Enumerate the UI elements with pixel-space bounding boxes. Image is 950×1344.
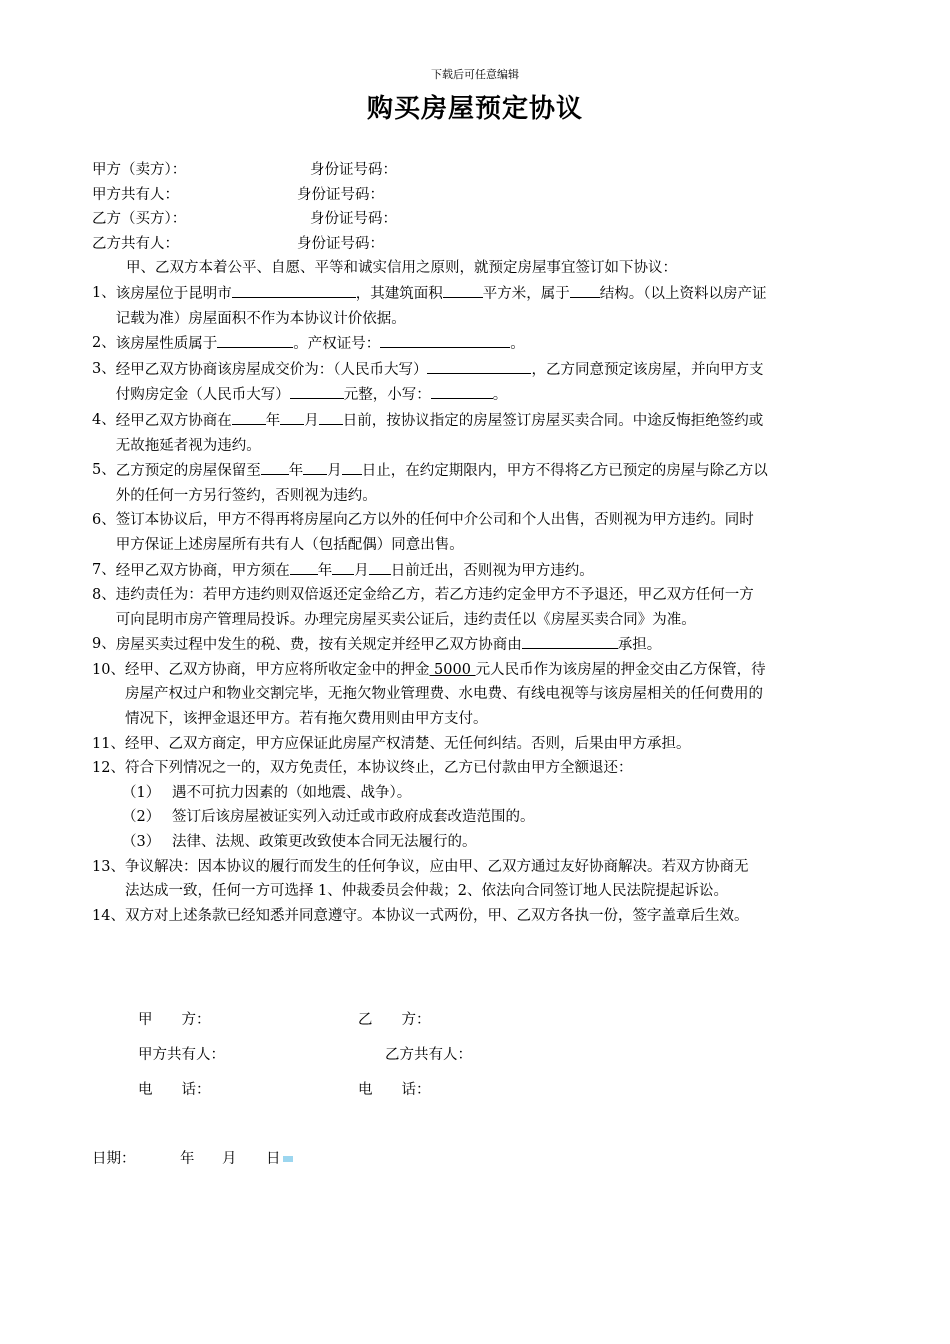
- party-buyer-coowner-id-label: 身份证号码：: [297, 235, 384, 252]
- clause-text: 月: [304, 412, 319, 429]
- clause-text: 房屋产权过户和物业交割完毕，无拖欠物业管理费、水电费、有线电视等与该房屋相关的任何费用的: [124, 686, 763, 703]
- clause-14: [92, 904, 862, 929]
- signature-party-b: 乙 方：: [358, 1012, 431, 1028]
- clause-text: 签订本协议后，甲方不得再将房屋向乙方以外的任何中介公司和个人出售，否则视为甲方违约。同时: [115, 512, 754, 529]
- clause-text: 承担。: [617, 637, 662, 654]
- sub-item-text: 法律、法规、政策更改致使本合同无法履行的。: [172, 834, 477, 851]
- clause-12-sub-2: [92, 805, 862, 830]
- sub-item-text: 签订后该房屋被证实列入动迁或市政府成套改造范围的。: [172, 809, 535, 826]
- clause-12-sub-1: [92, 781, 862, 806]
- clause-text: 外的任何一方另行签约，否则视为违约。: [115, 487, 377, 504]
- clause-text: 日止，在约定期限内，甲方不得将乙方已预定的房屋与除乙方以: [361, 463, 768, 480]
- clause-4: [92, 408, 862, 458]
- sub-item-number: （2）: [122, 809, 161, 826]
- blank-field: [290, 558, 318, 575]
- clause-text: 甲方保证上述房屋所有共有人（包括配偶）同意出售。: [115, 536, 464, 553]
- party-buyer-coowner-label: 乙方共有人：: [92, 235, 179, 252]
- clause-number: 4、: [92, 411, 116, 428]
- clause-text: 元整，小写：: [343, 387, 431, 404]
- clause-text: 可向昆明市房产管理局投诉。办理完房屋买卖公证后，违约责任以《房屋买卖合同》为准。: [115, 611, 696, 628]
- party-seller-id-label: 身份证号码：: [310, 162, 397, 178]
- clause-text: 乙方预定的房屋保留至: [115, 463, 261, 480]
- clause-number: 3、: [92, 360, 116, 377]
- clause-text: 双方对上述条款已经知悉并同意遵守。本协议一式两份，甲、乙双方各执一份，签字盖章后生效。: [124, 907, 749, 924]
- clause-text: 经甲、乙双方协商，甲方应将所收定金中的押金: [124, 661, 430, 678]
- clause-number: 13、: [92, 858, 125, 875]
- document-title: 购买房屋预定协议: [366, 94, 583, 124]
- blank-field: [332, 558, 354, 575]
- clause-text: 该房屋性质属于: [115, 336, 218, 353]
- clause-12-sub-3: [92, 830, 862, 855]
- blank-field: [232, 408, 266, 425]
- signature-party-a: 甲 方：: [138, 1012, 211, 1028]
- clause-number: 14、: [92, 907, 125, 924]
- clause-text: 符合下列情况之一的，双方免责任，本协议终止，乙方已付款由甲方全额退还：: [124, 760, 633, 777]
- clause-text: 。产权证号：: [293, 336, 381, 353]
- clause-text: 记载为准）房屋面积不作为本协议计价依据。: [115, 310, 406, 327]
- party-seller-label: 甲方（卖方）：: [92, 162, 187, 178]
- clause-7: [92, 558, 862, 584]
- signature-coowner-a: 甲方共有人：: [138, 1047, 225, 1063]
- clause-text: 平方米，属于: [482, 285, 570, 302]
- clause-text: 经甲、乙双方商定，甲方应保证此房屋产权清楚、无任何纠结。否则，后果由甲方承担。: [124, 735, 691, 752]
- party-buyer-coowner: [92, 232, 862, 257]
- clause-text: 日前，按协议指定的房屋签订房屋买卖合同。中途反悔拒绝签约或: [342, 412, 764, 429]
- clause-1: [92, 281, 862, 331]
- date-label: 日期：: [92, 1151, 136, 1167]
- clause-number: 6、: [92, 512, 116, 529]
- party-buyer-id-label: 身份证号码：: [310, 211, 397, 228]
- clause-text: 年: [265, 412, 281, 429]
- clause-text: 月: [354, 562, 369, 579]
- blank-field: [217, 331, 293, 348]
- clause-text: 。: [510, 336, 525, 353]
- clause-text: ，乙方同意预定该房屋，并向甲方支: [531, 361, 764, 378]
- blank-field: [570, 281, 600, 298]
- clause-text: 争议解决：因本协议的履行而发生的任何争议，应由甲、乙双方通过友好协商解决。若双方协商无: [124, 858, 749, 875]
- blank-field: [443, 281, 483, 298]
- clause-text: 法达成一致，任何一方可选择 1、仲裁委员会仲裁；2、依法向合同签订地人民法院提起诉讼。: [124, 883, 729, 900]
- blank-field: [427, 357, 531, 374]
- clause-text: 情况下，该押金退还甲方。若有拖欠费用则由甲方支付。: [124, 711, 488, 728]
- signature-phone-a: 电 话：: [138, 1082, 211, 1098]
- clause-text: 月: [327, 463, 342, 480]
- preamble: 甲、乙双方本着公平、自愿、平等和诚实信用之原则，就预定房屋事宜签订如下协议：: [126, 260, 677, 277]
- blank-field: [232, 281, 356, 298]
- clause-10: [92, 658, 862, 732]
- clause-text: 。: [492, 387, 508, 404]
- clause-number: 11、: [92, 735, 125, 752]
- blank-field: [290, 382, 344, 399]
- clause-number: 5、: [92, 462, 116, 479]
- blank-field: [522, 632, 618, 649]
- party-buyer: [92, 207, 862, 232]
- text-cursor-marker: [283, 1156, 293, 1162]
- clause-number: 10、: [92, 661, 125, 678]
- blank-field: [369, 558, 391, 575]
- blank-field: [280, 408, 304, 425]
- sub-item-text: 遇不可抗力因素的（如地震、战争）。: [172, 784, 412, 801]
- clause-3: [92, 357, 862, 408]
- deposit-amount: 5000: [429, 661, 476, 678]
- clause-number: 2、: [92, 335, 116, 352]
- clause-6: [92, 508, 862, 557]
- clause-text: 违约责任为：若甲方违约则双倍返还定金给乙方，若乙方违约定金甲方不予退还，甲乙双方任何一方: [115, 587, 754, 604]
- date-year: 年: [180, 1151, 195, 1167]
- clause-text: 无故拖延者视为违约。: [115, 437, 261, 454]
- party-seller: [92, 158, 862, 183]
- clause-text: 日前迁出，否则视为甲方违约。: [390, 562, 594, 579]
- party-buyer-label: 乙方（买方）：: [92, 211, 187, 228]
- clause-text: 经甲乙双方协商在: [115, 412, 232, 429]
- clause-number: 12、: [92, 760, 125, 777]
- clause-5: [92, 458, 862, 508]
- blank-field: [431, 382, 493, 399]
- clause-number: 1、: [92, 284, 116, 301]
- clause-text: 年: [288, 463, 304, 480]
- clause-2: [92, 331, 862, 357]
- clause-text: 年: [317, 562, 333, 579]
- date-month: 月: [222, 1151, 237, 1167]
- clause-text: 经甲乙双方协商，甲方须在: [115, 562, 290, 579]
- signature-phone-b: 电 话：: [358, 1082, 431, 1098]
- blank-field: [380, 331, 510, 348]
- clause-number: 8、: [92, 587, 116, 604]
- party-seller-coowner: [92, 183, 862, 208]
- blank-field: [261, 458, 289, 475]
- agreement-body: [92, 158, 862, 928]
- party-seller-coowner-label: 甲方共有人：: [92, 186, 179, 203]
- signature-coowner-b: 乙方共有人：: [385, 1047, 472, 1063]
- clause-number: 7、: [92, 561, 116, 578]
- sub-item-number: （3）: [122, 834, 161, 851]
- clause-text: 房屋买卖过程中发生的税、费，按有关规定并经甲乙双方协商由: [115, 637, 522, 654]
- clause-text: 经甲乙双方协商该房屋成交价为：（人民币大写）: [115, 361, 428, 378]
- clause-8: [92, 583, 862, 632]
- party-seller-coowner-id-label: 身份证号码：: [297, 186, 384, 203]
- clause-13: [92, 855, 862, 904]
- blank-field: [342, 458, 362, 475]
- blank-field: [319, 408, 343, 425]
- clause-9: [92, 632, 862, 658]
- clause-11: [92, 732, 862, 757]
- clause-text: ，其建筑面积: [355, 285, 443, 302]
- clause-text: 元人民币作为该房屋的押金交由乙方保管，待: [475, 661, 766, 678]
- clause-text: 结构。（以上资料以房产证: [599, 285, 767, 302]
- clause-text: 付购房定金（人民币大写）: [115, 387, 290, 404]
- date-day: 日: [266, 1151, 281, 1167]
- sub-item-number: （1）: [122, 784, 161, 801]
- blank-field: [303, 458, 327, 475]
- document-header-note: 下载后可任意编辑: [431, 68, 519, 81]
- clause-12: [92, 756, 862, 781]
- clause-number: 9、: [92, 636, 116, 653]
- clause-text: 该房屋位于昆明市: [115, 285, 232, 302]
- date-day-group: [266, 1147, 293, 1168]
